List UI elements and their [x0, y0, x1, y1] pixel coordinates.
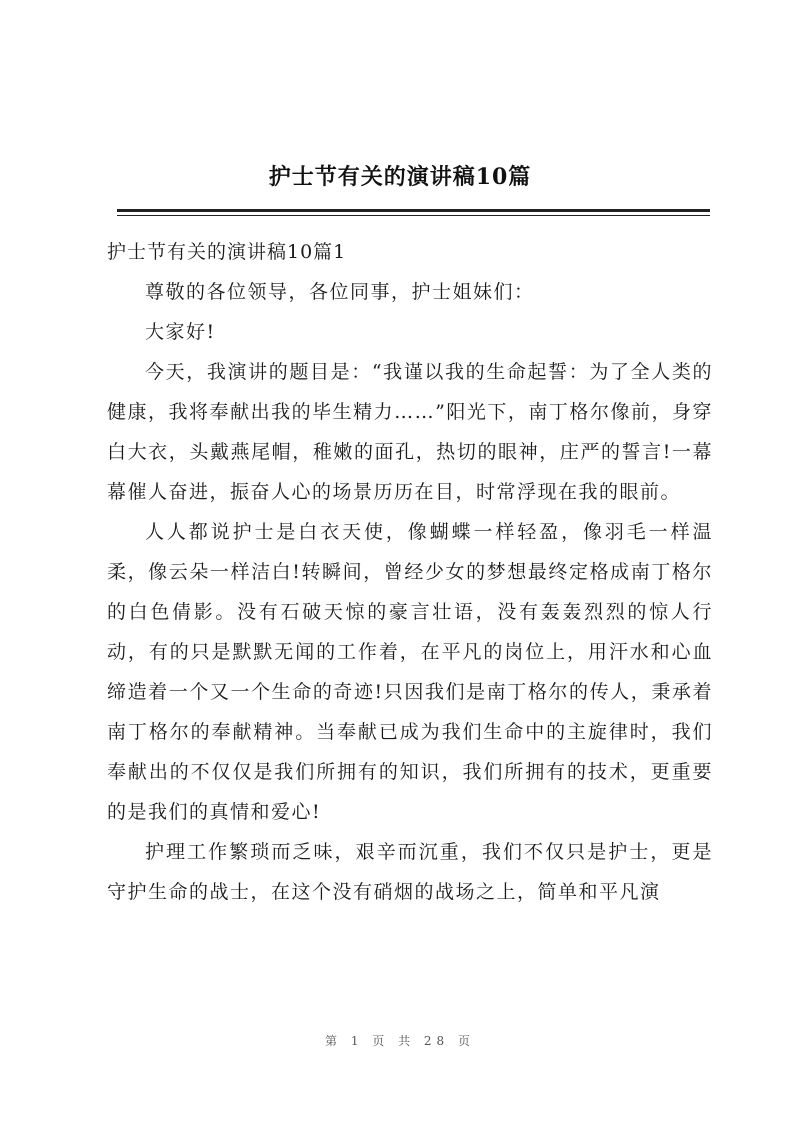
title-divider — [117, 209, 710, 212]
paragraph-greeting: 尊敬的各位领导，各位同事，护士姐妹们： — [145, 281, 535, 303]
page-footer: 第 1 页 共 28 页 — [325, 1034, 475, 1048]
section-heading: 护士节有关的演讲稿10篇1 — [107, 241, 347, 263]
paragraph-angel: 人人都说护士是白衣天使，像蝴蝶一样轻盈，像羽毛一样温柔，像云朵一样洁白!转瞬间，曾经少女的梦想最终定格成南丁格尔的白色倩影。没有石破天惊的豪言壮语，没有轰轰烈烈的惊人行动，有的只是默默无闻的工作着，在平凡的岗位上，用汗水和心血缔造着一个又一个生命的奇迹!只因我们是南丁格尔的传人，秉承着南丁格尔的奉献精神。当奉献已成为我们生命中的主旋律时，我们奉献出的不仅仅是我们所拥有的知识，我们所拥有的技术，更重要的是我们的真情和爱心! — [107, 521, 713, 823]
paragraph-nursing-work: 护理工作繁琐而乏味，艰辛而沉重，我们不仅只是护士，更是守护生命的战士，在这个没有硝烟的战场之上，简单和平凡演 — [107, 841, 713, 903]
document-title: 护士节有关的演讲稿10篇 — [268, 164, 532, 190]
document-body — [107, 232, 713, 912]
paragraph-intro: 今天，我演讲的题目是：“我谨以我的生命起誓：为了全人类的健康，我将奉献出我的毕生精力……”阳光下，南丁格尔像前，身穿白大衣，头戴燕尾帽，稚嫩的面孔，热切的眼神，庄严的誓言!一幕幕催人奋进，振奋人心的场景历历在目，时常浮现在我的眼前。 — [107, 361, 713, 503]
title-divider-thin — [117, 215, 710, 216]
paragraph-hello: 大家好! — [145, 321, 216, 343]
